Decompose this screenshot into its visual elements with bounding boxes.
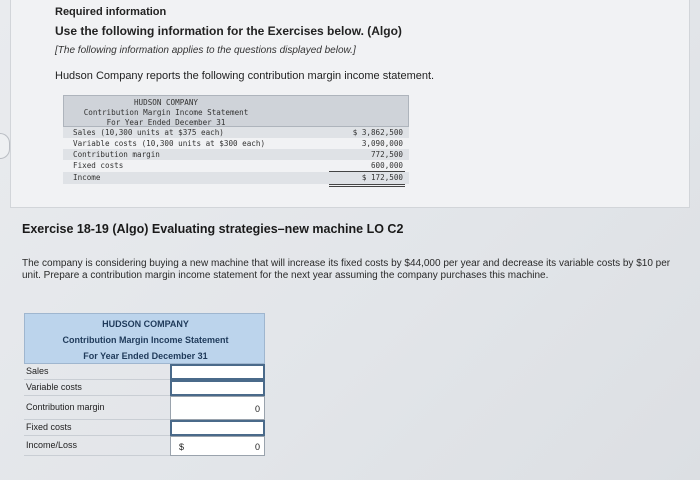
given-row-label: Sales (10,300 units at $375 each) xyxy=(73,128,224,137)
info-panel xyxy=(10,0,690,208)
required-info-heading: Required information xyxy=(55,6,167,18)
contribution-margin-output xyxy=(170,396,265,420)
given-row-amount: 772,500 xyxy=(370,150,403,159)
given-double-underline xyxy=(329,184,405,187)
given-row-income xyxy=(63,172,409,184)
answer-statement-title: Contribution Margin Income Statement xyxy=(62,335,229,345)
given-row-label: Income xyxy=(73,173,101,182)
given-income-statement xyxy=(63,95,409,188)
answer-company-name: HUDSON COMPANY xyxy=(102,319,189,329)
given-row-amount: 3,090,000 xyxy=(361,139,403,148)
variable-costs-input[interactable] xyxy=(170,380,265,396)
income-loss-output xyxy=(170,436,265,456)
answer-row-income-loss xyxy=(24,436,265,456)
given-row-label: Fixed costs xyxy=(73,161,124,170)
given-row-amount: $ 3,862,500 xyxy=(352,128,403,137)
answer-row-contribution-margin xyxy=(24,396,265,420)
given-row-label: Variable costs (10,300 units at $300 each) xyxy=(73,139,266,148)
given-row-amount: $ 172,500 xyxy=(361,173,403,182)
answer-row-label: Fixed costs xyxy=(26,422,72,432)
given-statement-header xyxy=(63,95,409,127)
cell-symbol: $ xyxy=(179,442,185,452)
given-company-name: HUDSON COMPANY xyxy=(133,98,198,107)
answer-row-label: Variable costs xyxy=(26,382,82,392)
given-statement-period: For Year Ended December 31 xyxy=(106,118,226,127)
cell-value: 0 xyxy=(254,442,260,452)
given-row-fixed-costs xyxy=(63,160,409,171)
answer-row-variable-costs xyxy=(24,380,265,396)
answer-table-header xyxy=(24,313,265,364)
answer-row-label: Sales xyxy=(26,366,49,376)
exercise-description: The company is considering buying a new machine that will increase its fixed costs by $44,000 per year and decrease its variable costs by $10 per unit. Prepare a contribution margin income statement for the next year assuming the company purchases this machine. xyxy=(22,258,671,281)
info-note: [The following information applies to the questions displayed below.] xyxy=(55,45,356,56)
exercise-title: Exercise 18-19 (Algo) Evaluating strategies–new machine LO C2 xyxy=(22,222,404,236)
given-row-sales xyxy=(63,127,409,138)
answer-statement-period: For Year Ended December 31 xyxy=(83,351,208,361)
reports-text: Hudson Company reports the following contribution margin income statement. xyxy=(55,70,435,82)
given-statement-title: Contribution Margin Income Statement xyxy=(83,108,249,117)
answer-row-sales xyxy=(24,364,265,380)
cell-value: 0 xyxy=(254,404,260,414)
answer-row-fixed-costs xyxy=(24,420,265,436)
answer-income-statement xyxy=(24,313,265,452)
given-row-label: Contribution margin xyxy=(73,150,160,159)
side-tab-handle[interactable] xyxy=(0,133,10,159)
given-row-amount: 600,000 xyxy=(370,161,403,170)
sales-input[interactable] xyxy=(170,364,265,380)
fixed-costs-input[interactable] xyxy=(170,420,265,436)
answer-row-label: Contribution margin xyxy=(26,402,105,412)
use-info-heading: Use the following information for the Exercises below. (Algo) xyxy=(55,24,402,38)
given-row-contribution-margin xyxy=(63,149,409,160)
answer-row-label: Income/Loss xyxy=(26,440,78,450)
given-row-variable-costs xyxy=(63,138,409,149)
